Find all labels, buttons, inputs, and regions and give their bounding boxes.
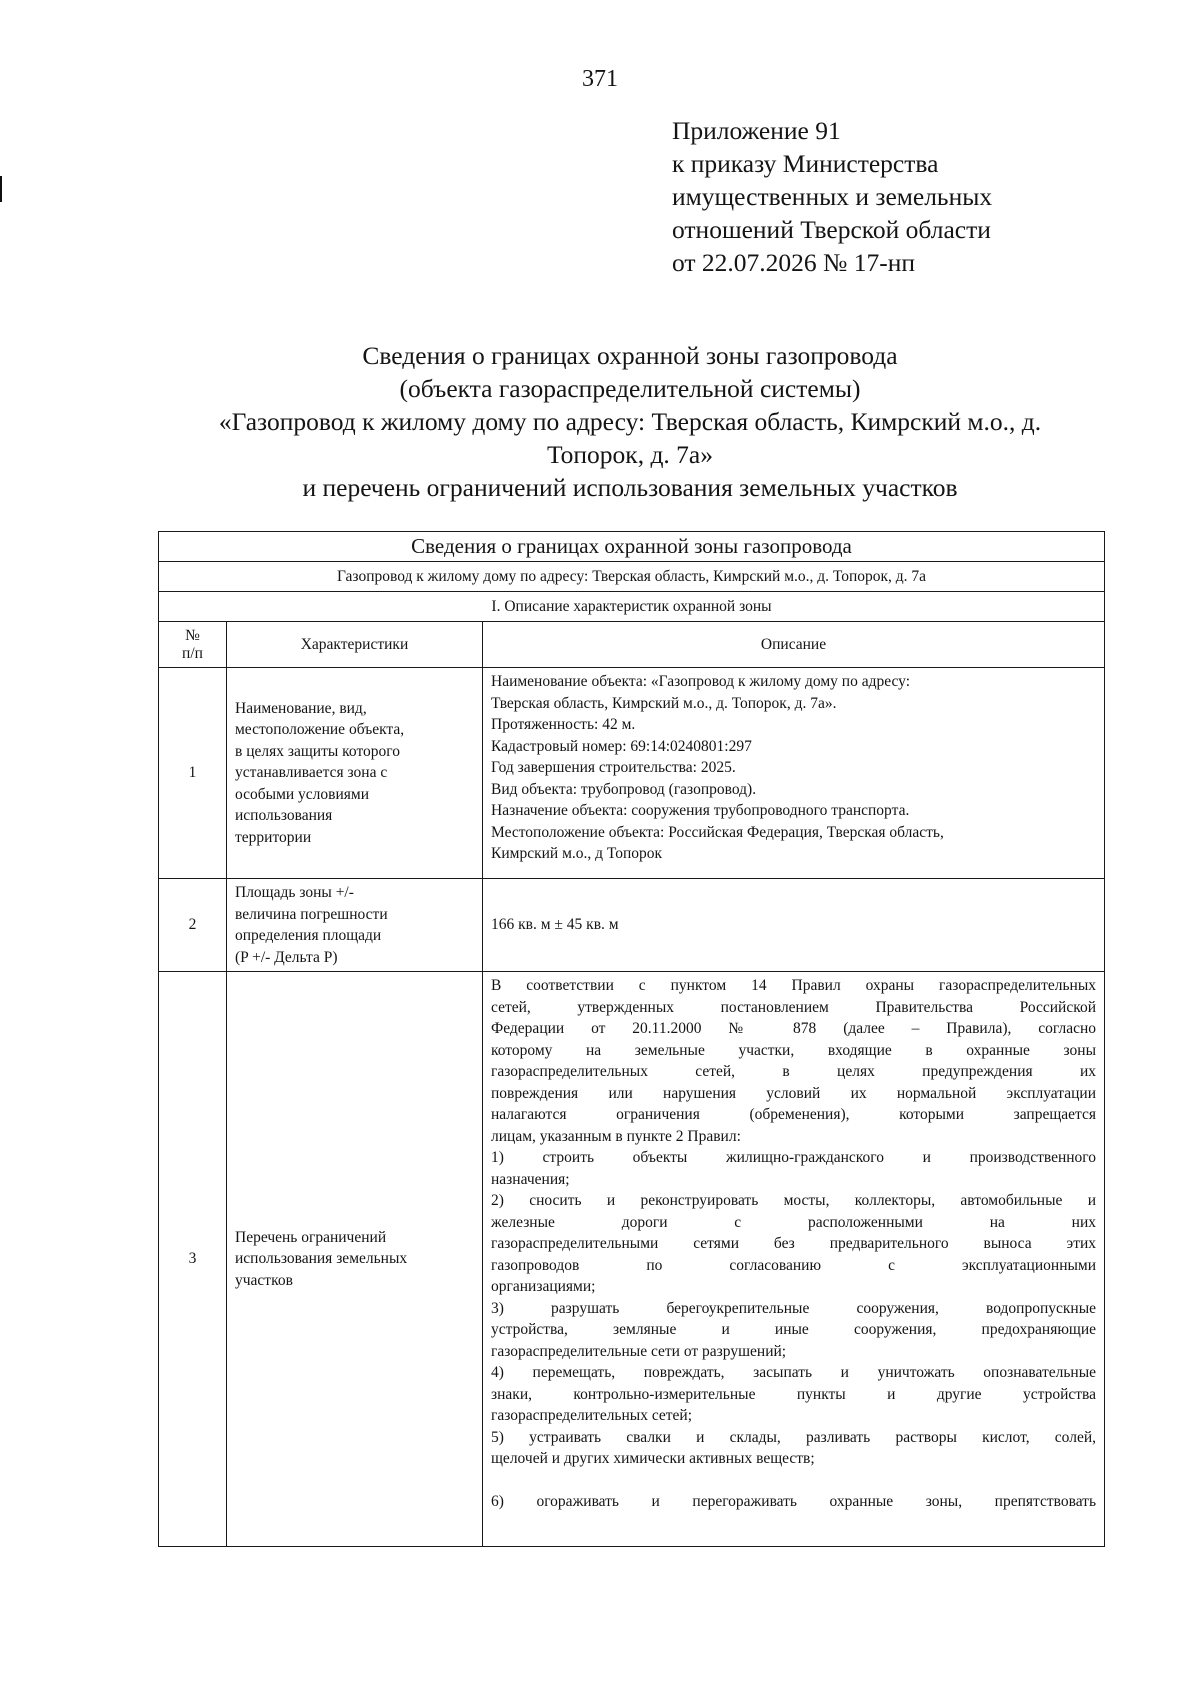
row-characteristic — [227, 668, 483, 879]
column-header-number-line: п/п — [182, 644, 203, 662]
text-line: Перечень ограничений — [235, 1228, 387, 1246]
protection-zone-table — [158, 531, 1105, 1547]
scan-edge-mark — [0, 176, 2, 202]
text-line: использования — [235, 807, 333, 825]
table-header-object: Газопровод к жилому дому по адресу: Тверская область, Кимрский м.о., д. Топорок, д. 7а — [159, 562, 1105, 592]
text-line: газораспределительных сетей, в целях предупреждения их — [491, 1063, 1097, 1080]
text-line: В соответствии с пунктом 14 Правил охраны газораспределительных — [491, 977, 1097, 994]
column-header-characteristics: Характеристики — [227, 622, 483, 668]
text-line: в целях защиты которого — [235, 742, 400, 760]
row-number: 3 — [159, 972, 227, 1547]
text-line: участков — [235, 1271, 293, 1289]
table-header-section: I. Описание характеристик охранной зоны — [159, 592, 1105, 622]
page-number: 371 — [582, 66, 618, 92]
appendix-line: от 22.07.2026 № 17-нп — [672, 248, 916, 277]
document-title — [150, 339, 1110, 504]
text-line: Наименование объекта: «Газопровод к жилому дому по адресу: — [491, 673, 911, 690]
text-line: газопроводов по согласованию с эксплуатационными — [491, 1256, 1097, 1274]
text-line: Наименование, вид, — [235, 699, 367, 717]
text-line: Год завершения строительства: 2025. — [491, 759, 736, 776]
text-line: Площадь зоны +/- — [235, 884, 354, 901]
text-line: Кимрский м.о., д Топорок — [491, 845, 663, 862]
text-line: территории — [235, 828, 312, 846]
text-line: Тверская область, Кимрский м.о., д. Топорок, д. 7а». — [491, 694, 837, 712]
text-line: величина погрешности — [235, 905, 388, 923]
text-line: Кадастровый номер: 69:14:0240801:297 — [491, 737, 752, 755]
row-characteristic — [227, 972, 483, 1547]
text-line: (P +/- Дельта P) — [235, 948, 338, 966]
text-line: Протяженность: 42 м. — [491, 716, 636, 733]
text-line: Вид объекта: трубопровод (газопровод). — [491, 780, 757, 798]
text-line: устанавливается зона с — [235, 764, 388, 782]
column-header-number-line: № — [185, 626, 200, 644]
text-line: газораспределительных сетей; — [491, 1407, 693, 1424]
column-header-number — [159, 622, 227, 668]
title-line: и перечень ограничений использования земельных участков — [302, 473, 958, 502]
column-header-description: Описание — [483, 622, 1105, 668]
blank-line — [491, 1470, 1096, 1491]
appendix-line: имущественных и земельных — [672, 182, 993, 211]
text-line: газораспределительные сети от разрушений; — [491, 1342, 787, 1360]
title-line: Топорок, д. 7а» — [547, 440, 713, 469]
table-row — [159, 668, 1105, 879]
text-line: 5) устраивать свалки и склады, разливать растворы кислот, солей, — [491, 1428, 1097, 1446]
appendix-line: отношений Тверской области — [672, 215, 991, 244]
row-description — [483, 668, 1105, 879]
text-line: железные дороги с расположенными на них — [491, 1213, 1097, 1231]
text-line: лицам, указанным в пункте 2 Правил: — [491, 1127, 741, 1145]
text-line: особыми условиями — [235, 785, 370, 803]
text-line: Назначение объекта: сооружения трубопроводного транспорта. — [491, 802, 910, 819]
title-line: (объекта газораспределительной системы) — [399, 374, 861, 403]
text-line: знаки, контрольно-измерительные пункты и другие устройства — [491, 1385, 1097, 1403]
text-line: 4) перемещать, повреждать, засыпать и уничтожать опознавательные — [491, 1364, 1097, 1381]
text-line: организациями; — [491, 1278, 596, 1295]
text-line: использования земельных — [235, 1250, 408, 1268]
row-number: 1 — [159, 668, 227, 879]
text-line: назначения; — [491, 1170, 570, 1188]
text-line: газораспределительными сетями без предварительного выноса этих — [491, 1235, 1097, 1252]
appendix-block — [672, 114, 992, 279]
text-line: налагаются ограничения (обременения), которыми запрещается — [491, 1106, 1097, 1123]
text-line: 166 кв. м ± 45 кв. м — [491, 916, 619, 934]
text-line: Федерации от 20.11.2000 № 878 (далее – Правила), согласно — [491, 1020, 1097, 1037]
title-line: «Газопровод к жилому дому по адресу: Тверская область, Кимрский м.о., д. — [218, 407, 1042, 436]
table-row — [159, 879, 1105, 972]
appendix-line: к приказу Министерства — [672, 149, 939, 178]
text-line: 6) огораживать и перегораживать охранные зоны, препятствовать — [491, 1492, 1097, 1510]
table-row — [159, 972, 1105, 1547]
row-description — [483, 879, 1105, 972]
text-line: местоположение объекта, — [235, 721, 405, 739]
appendix-line: Приложение 91 — [672, 116, 841, 145]
text-line: щелочей и других химически активных веществ; — [491, 1450, 815, 1467]
text-line: 2) сносить и реконструировать мосты, коллекторы, автомобильные и — [491, 1192, 1097, 1209]
text-line: 1) строить объекты жилищно-гражданского и производственного — [491, 1149, 1097, 1166]
text-line: устройства, земляные и иные сооружения, предохраняющие — [491, 1321, 1097, 1338]
text-line: Местоположение объекта: Российская Федерация, Тверская область, — [491, 823, 944, 841]
text-line: 3) разрушать берегоукрепительные сооружения, водопропускные — [491, 1299, 1097, 1317]
text-line: определения площади — [235, 927, 382, 944]
row-description — [483, 972, 1105, 1547]
text-line: сетей, утвержденных постановлением Правительства Российской — [491, 998, 1097, 1016]
text-line: повреждения или нарушения условий их нормальной эксплуатации — [491, 1084, 1097, 1102]
row-number: 2 — [159, 879, 227, 972]
table-header-main: Сведения о границах охранной зоны газопровода — [159, 532, 1105, 562]
row-characteristic — [227, 879, 483, 972]
text-line: которому на земельные участки, входящие в охранные зоны — [491, 1041, 1097, 1059]
title-line: Сведения о границах охранной зоны газопровода — [362, 341, 898, 370]
